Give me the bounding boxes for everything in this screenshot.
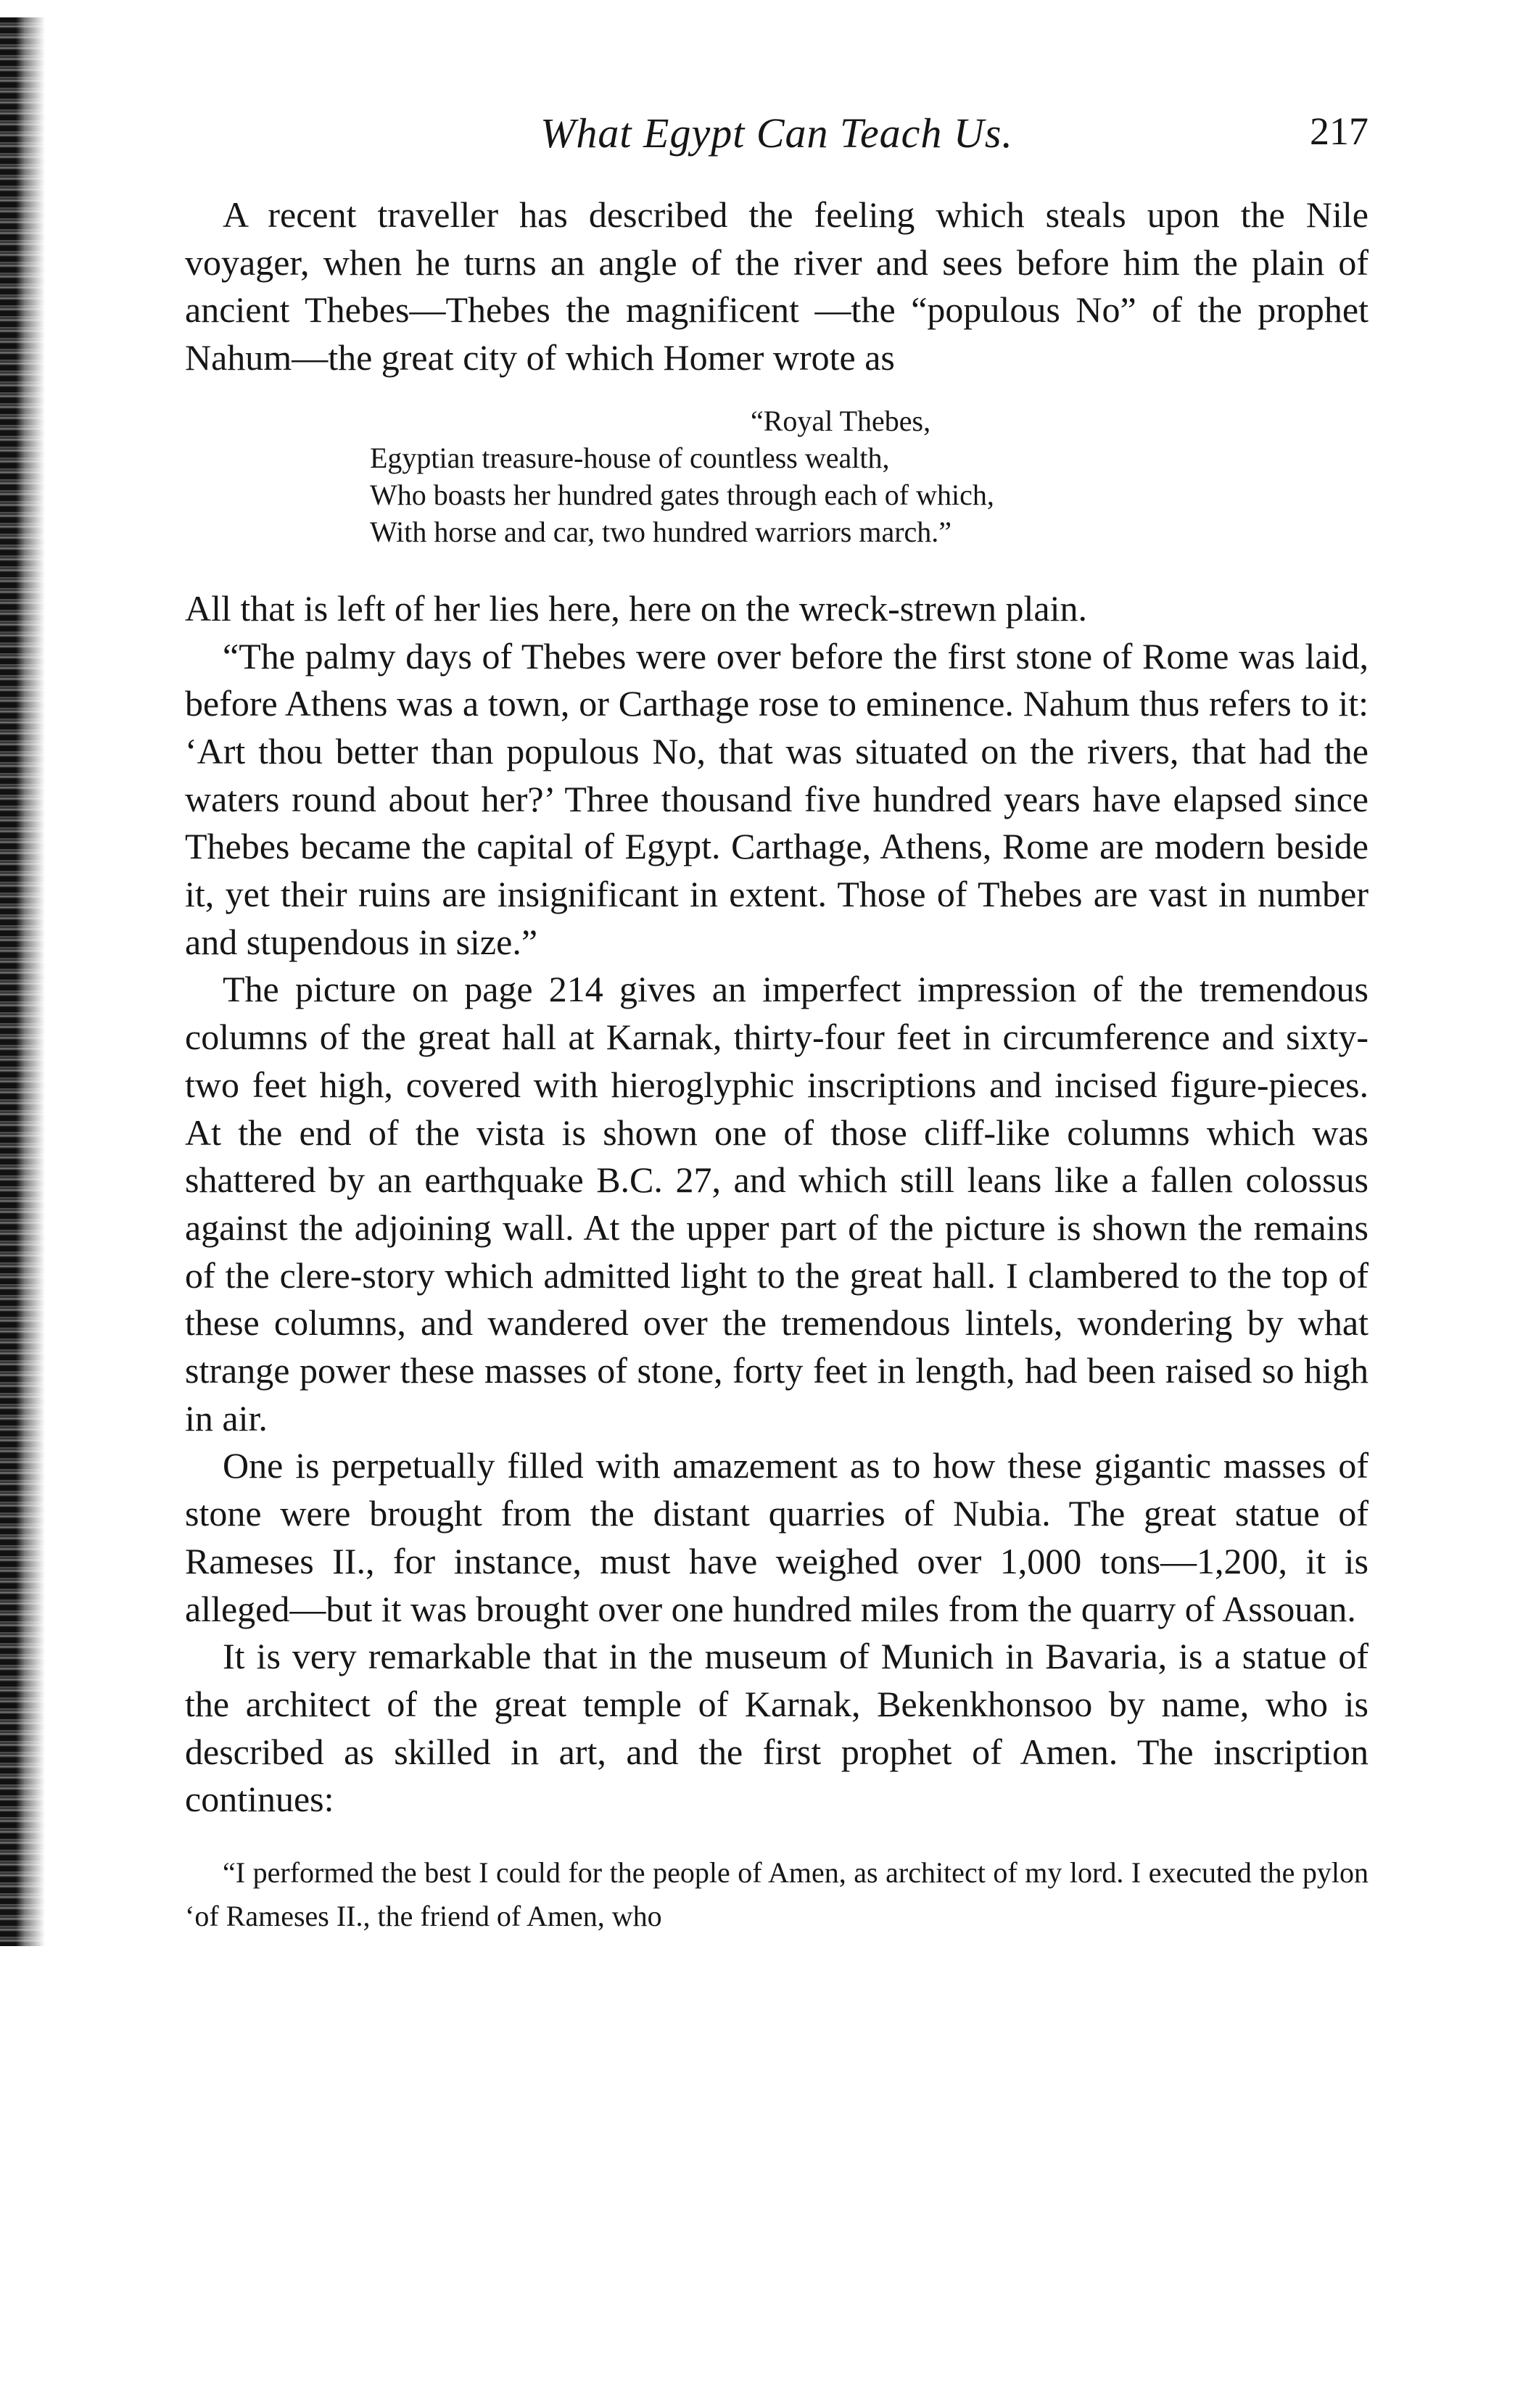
verse-line: “Royal Thebes, xyxy=(751,404,931,437)
paragraph: It is very remarkable that in the museum of Munich in Bavaria, is a statue of the architect of the great temple of Karnak, Bekenkhonsoo by name, who is described as skilled in art, and the first prophet of Amen. The inscription continues: xyxy=(185,1636,1369,1820)
paragraph: One is perpetually filled with amazement as to how these gigantic masses of stone were brought from the distant quarries of Nubia. The great statue of Rameses II., for instance, must have weighed over 1,000 tons—1,200, it is alleged—but it was brought over one hundred miles from the quarry of Assouan. xyxy=(185,1445,1369,1629)
block-quote xyxy=(185,1851,1369,1938)
paragraph: The picture on page 214 gives an imperfect impression of the tremendous columns of the great hall at Karnak, thirty-four feet in circumference and sixty-two feet high, covered with hieroglyphic inscriptions and incised figure-pieces. At the end of the vista is shown one of those cliff-like columns which was shattered by an earthquake B.C. 27, and which still leans like a fallen colossus against the adjoining wall. At the upper part of the picture is shown the remains of the clere-story which admitted light to the great hall. I clambered to the top of these columns, and wandered over the tremendous lintels, wondering by what strange power these masses of stone, forty feet in length, had been raised so high in air. xyxy=(185,969,1369,1439)
verse-line: Egyptian treasure-house of countless wealth, xyxy=(370,441,890,474)
verse-line: With horse and car, two hundred warriors march.” xyxy=(370,515,952,548)
paragraph: “The palmy days of Thebes were over before the first stone of Rome was laid, before Athens was a town, or Carthage rose to eminence. Nahum thus refers to it: ‘Art thou better than populous No, that was situated on the rivers, that had the waters round about her?’ Three thousand five hundred years have elapsed since Thebes became the capital of Egypt. Carthage, Athens, Rome are modern beside it, yet their ruins are insignificant in extent. Those of Thebes are vast in number and stupendous in size.” xyxy=(185,635,1369,962)
paragraph: A recent traveller has described the feeling which steals upon the Nile voyager, when he turns an angle of the river and sees before him the plain of ancient Thebes—Thebes the magnificent —the “populous No” of the prophet Nahum—the great city of which Homer wrote as xyxy=(185,194,1369,378)
body-text xyxy=(185,191,1369,1824)
verse-line: Who boasts her hundred gates through each of which, xyxy=(370,478,994,511)
running-title: What Egypt Can Teach Us. xyxy=(540,109,1013,157)
page-number: 217 xyxy=(1310,109,1369,153)
page-header xyxy=(185,109,1369,174)
verse-quotation xyxy=(185,402,1369,550)
binding-edge xyxy=(0,17,45,1946)
block-quote-text: “I performed the best I could for the people of Amen, as architect of my lord. I executed the pylon ‘of Rameses II., the friend of Amen, who xyxy=(185,1856,1369,1933)
paragraph: All that is left of her lies here, here on the wreck-strewn plain. xyxy=(185,587,1087,629)
book-page xyxy=(185,109,1369,1938)
